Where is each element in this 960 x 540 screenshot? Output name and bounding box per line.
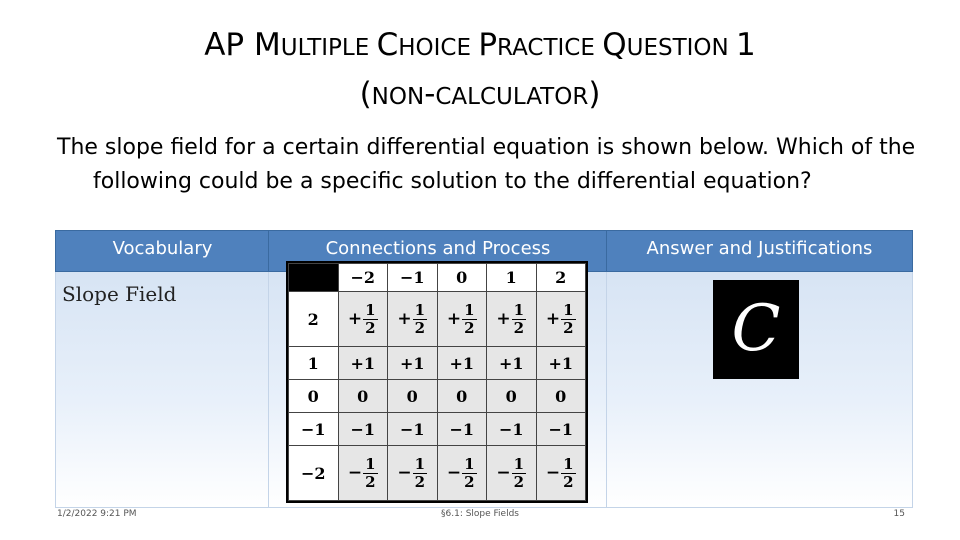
- vocabulary-body: [55, 272, 270, 508]
- title-line-1: AP MULTIPLE CHOICE PRACTICE QUESTION 1: [204, 27, 756, 63]
- y-header-cell: −1: [289, 413, 339, 446]
- x-header-cell: 2: [536, 264, 586, 292]
- table-row: [289, 446, 586, 501]
- slope-cell: 0: [388, 380, 438, 413]
- slope-cell: −1: [437, 413, 487, 446]
- slope-cell: + $\frac{1}{2}$: [437, 292, 487, 347]
- vocab-term-slope-field: Slope Field: [62, 282, 177, 306]
- slope-cell: + $\frac{1}{2}$: [388, 292, 438, 347]
- slope-value-table: [286, 261, 588, 503]
- slope-cell: −1: [487, 413, 537, 446]
- slope-cell: 0: [437, 380, 487, 413]
- footer-page-number: 15: [893, 509, 905, 519]
- footer-date: 1/2/2022 9:21 PM: [57, 509, 137, 519]
- slide-title: [0, 22, 960, 120]
- slope-cell: 0: [487, 380, 537, 413]
- slope-cell: +1: [536, 347, 586, 380]
- slope-cell: −1: [536, 413, 586, 446]
- y-header-cell: 1: [289, 347, 339, 380]
- x-header-cell: 0: [437, 264, 487, 292]
- slope-cell: −1: [388, 413, 438, 446]
- process-header: Connections and Process: [268, 230, 608, 272]
- x-header-cell: −1: [388, 264, 438, 292]
- slope-cell: − $\frac{1}{2}$: [338, 446, 388, 501]
- slope-cell: − $\frac{1}{2}$: [536, 446, 586, 501]
- slope-cell: +1: [437, 347, 487, 380]
- slope-cell: − $\frac{1}{2}$: [388, 446, 438, 501]
- answer-header: Answer and Justifications: [606, 230, 913, 272]
- slope-cell: +1: [487, 347, 537, 380]
- slope-cell: + $\frac{1}{2}$: [338, 292, 388, 347]
- vocabulary-column: [55, 230, 270, 508]
- answer-letter-box: C: [713, 280, 799, 379]
- slope-cell: +1: [388, 347, 438, 380]
- footer-section: §6.1: Slope Fields: [441, 509, 519, 519]
- table-row: [289, 380, 586, 413]
- question-text: The slope field for a certain differential equation is shown below. Which of the following could be a specific solution to the differential equation?: [57, 135, 916, 194]
- slope-cell: − $\frac{1}{2}$: [487, 446, 537, 501]
- table-row: [289, 413, 586, 446]
- slope-cell: − $\frac{1}{2}$: [437, 446, 487, 501]
- y-header-cell: −2: [289, 446, 339, 501]
- x-header-cell: 1: [487, 264, 537, 292]
- title-line-2: (NON-CALCULATOR): [359, 76, 601, 112]
- slope-cell: −1: [338, 413, 388, 446]
- slope-cell: 0: [338, 380, 388, 413]
- slope-cell: +1: [338, 347, 388, 380]
- y-header-cell: 0: [289, 380, 339, 413]
- y-header-cell: 2: [289, 292, 339, 347]
- slope-cell: + $\frac{1}{2}$: [487, 292, 537, 347]
- table-corner-cell: [289, 264, 339, 292]
- x-header-cell: −2: [338, 264, 388, 292]
- slope-cell: + $\frac{1}{2}$: [536, 292, 586, 347]
- slope-cell: 0: [536, 380, 586, 413]
- vocabulary-header: Vocabulary: [55, 230, 270, 272]
- table-row: [289, 292, 586, 347]
- table-row: [289, 347, 586, 380]
